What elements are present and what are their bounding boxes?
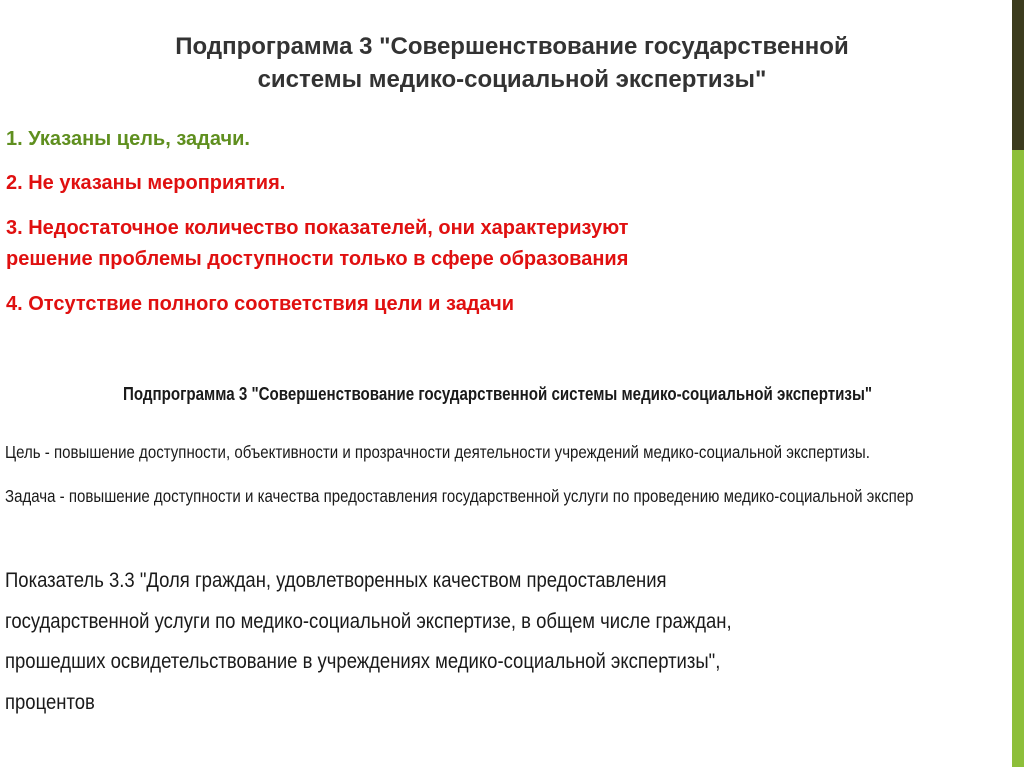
- document-indicator: Показатель 3.3 "Доля граждан, удовлетворенных качеством предоставления государственной услуги по медико-социальной экспертизе, в общем числе граждан, прошедших освидетельствование в учреждениях медико-социальной экспертизы", процентов: [5, 568, 732, 714]
- point-goals-stated: 1. Указаны цель, задачи.: [6, 128, 250, 150]
- accent-bar-dark: [1012, 0, 1024, 150]
- document-clip-mask: [1001, 470, 1012, 520]
- point-no-activities: 2. Не указаны мероприятия.: [6, 172, 286, 194]
- accent-bar-green: [1012, 150, 1024, 767]
- document-task: Задача - повышение доступности и качества предоставления государственной услуги по проведению медико-социальной экспер: [5, 486, 914, 506]
- document-subprogram-title: Подпрограмма 3 "Совершенствование государственной системы медико-социальной экспертизы": [123, 384, 873, 404]
- point-goal-task-mismatch: 4. Отсутствие полного соответствия цели и задачи: [6, 293, 515, 315]
- document-goal: Цель - повышение доступности, объективности и прозрачности деятельности учреждений медико-социальной экспертизы.: [5, 442, 870, 462]
- point-insufficient-indicators: 3. Недостаточное количество показателей, они характеризуют решение проблемы доступности только в сфере образования: [6, 217, 629, 270]
- slide-title: Подпрограмма 3 "Совершенствование государственной системы медико-социальной экспертизы": [175, 33, 849, 93]
